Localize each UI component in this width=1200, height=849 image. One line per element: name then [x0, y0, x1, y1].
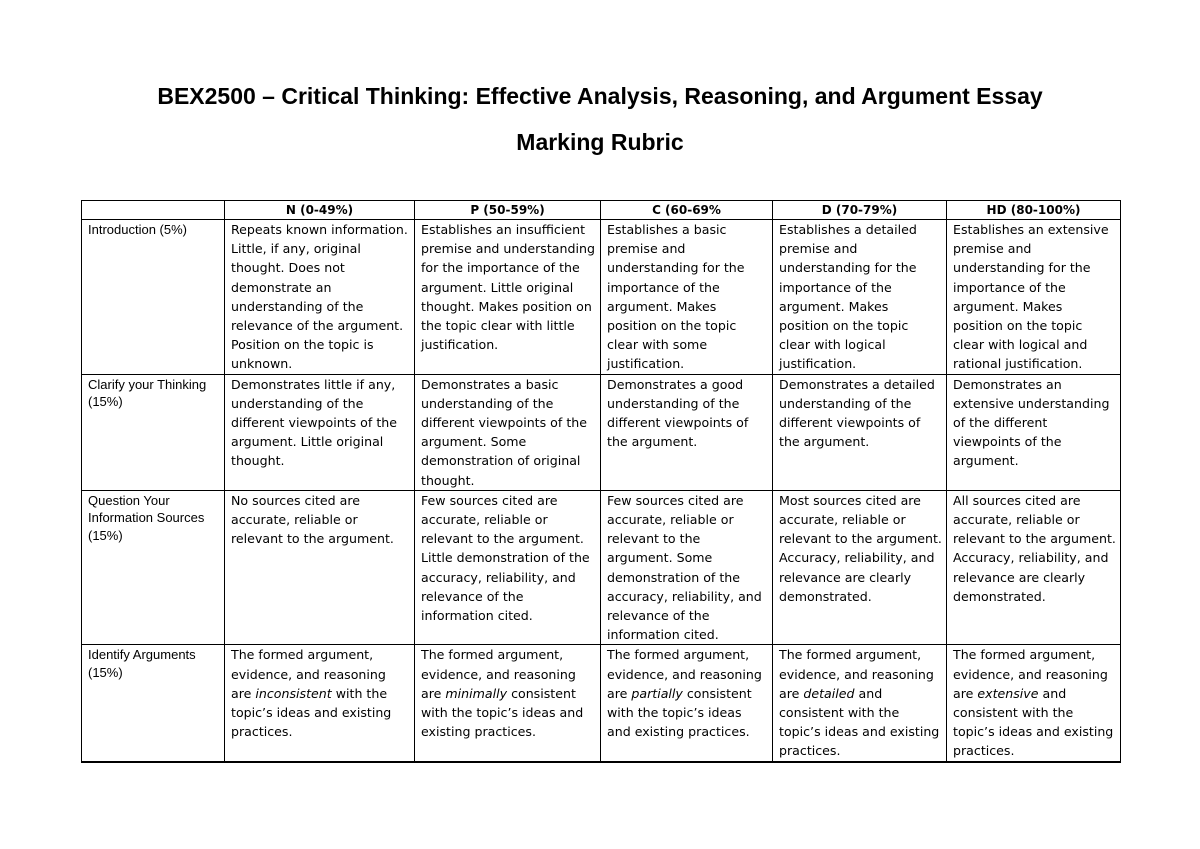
table-cell: Demonstrates little if any, understanding of the different viewpoints of the argument. Little original thought. [225, 374, 415, 490]
header-grade-d: D (70-79%) [773, 201, 947, 220]
table-cell: Demonstrates a detailed understanding of the different viewpoints of the argument. [773, 374, 947, 490]
cell-text: The formed argument, evidence, and reasoning are [607, 647, 762, 701]
cell-text: consistent with the topic’s ideas and existing practices. [607, 685, 752, 740]
table-cell: Demonstrates a good understanding of the different viewpoints of the argument. [601, 374, 773, 490]
emphasis-text: extensive [977, 685, 1039, 701]
table-row [82, 374, 1121, 490]
cell-text: The formed argument, evidence, and reasoning are [421, 647, 576, 701]
emphasis-text: minimally [445, 685, 508, 701]
table-cell: All sources cited are accurate, reliable or relevant to the argument. Accuracy, reliability, and relevance are clearly demonstrated. [947, 490, 1121, 645]
table-row [82, 220, 1121, 375]
emphasis-text: inconsistent [255, 685, 332, 701]
cell-text: and consistent with the topic’s ideas and existing practices. [953, 685, 1114, 759]
emphasis-text: partially [631, 685, 683, 701]
table-cell [415, 645, 601, 762]
cell-text: consistent with the topic’s ideas and existing practices. [421, 685, 584, 740]
emphasis-text: detailed [803, 685, 855, 701]
table-cell: Establishes a basic premise and understanding for the importance of the argument. Makes position on the topic clear with some justification. [601, 220, 773, 375]
page-title: BEX2500 – Critical Thinking: Effective Analysis, Reasoning, and Argument Essay [157, 83, 1043, 109]
table-cell [601, 645, 773, 762]
table-header-row [82, 201, 1121, 220]
table-cell: Few sources cited are accurate, reliable or relevant to the argument. Some demonstration of the accuracy, reliability, and relevance of the information cited. [601, 490, 773, 645]
cell-text: The formed argument, evidence, and reasoning are [953, 647, 1108, 701]
table-row [82, 490, 1121, 645]
page-subtitle: Marking Rubric [516, 129, 684, 155]
table-row [82, 645, 1121, 762]
table-cell [773, 645, 947, 762]
header-grade-hd: HD (80-100%) [947, 201, 1121, 220]
criterion-question-sources: Question Your Information Sources (15%) [82, 490, 225, 645]
table-cell: Demonstrates a basic understanding of the different viewpoints of the argument. Some demonstration of original thought. [415, 374, 601, 490]
table-cell: Few sources cited are accurate, reliable or relevant to the argument. Little demonstration of the accuracy, reliability, and relevance of the information cited. [415, 490, 601, 645]
table-cell: Establishes an extensive premise and understanding for the importance of the argument. Makes position on the topic clear with logical and rational justification. [947, 220, 1121, 375]
table-cell [225, 645, 415, 762]
cell-text: and consistent with the topic’s ideas and existing practices. [779, 685, 940, 759]
table-cell [947, 645, 1121, 762]
cell-text: The formed argument, evidence, and reasoning are [231, 647, 386, 701]
criterion-introduction: Introduction (5%) [82, 220, 225, 375]
table-cell: Repeats known information. Little, if any, original thought. Does not demonstrate an understanding of the relevance of the argument. Position on the topic is unknown. [225, 220, 415, 375]
criterion-clarify-thinking: Clarify your Thinking (15%) [82, 374, 225, 490]
table-cell: Establishes a detailed premise and understanding for the importance of the argument. Makes position on the topic clear with logical justification. [773, 220, 947, 375]
header-grade-p: P (50-59%) [415, 201, 601, 220]
table-cell: No sources cited are accurate, reliable or relevant to the argument. [225, 490, 415, 645]
table-cell: Most sources cited are accurate, reliable or relevant to the argument. Accuracy, reliability, and relevance are clearly demonstrated. [773, 490, 947, 645]
cell-text: The formed argument, evidence, and reasoning are [779, 647, 934, 701]
criterion-identify-arguments: Identify Arguments (15%) [82, 645, 225, 762]
header-grade-c: C (60-69% [601, 201, 773, 220]
header-grade-n: N (0-49%) [225, 201, 415, 220]
marking-rubric-table [81, 200, 1121, 763]
header-criterion [82, 201, 225, 220]
cell-text: with the topic’s ideas and existing practices. [231, 685, 392, 740]
table-cell: Demonstrates an extensive understanding of the different viewpoints of the argument. [947, 374, 1121, 490]
table-cell: Establishes an insufficient premise and understanding for the importance of the argument. Little original thought. Makes position on the topic clear with little justification. [415, 220, 601, 375]
